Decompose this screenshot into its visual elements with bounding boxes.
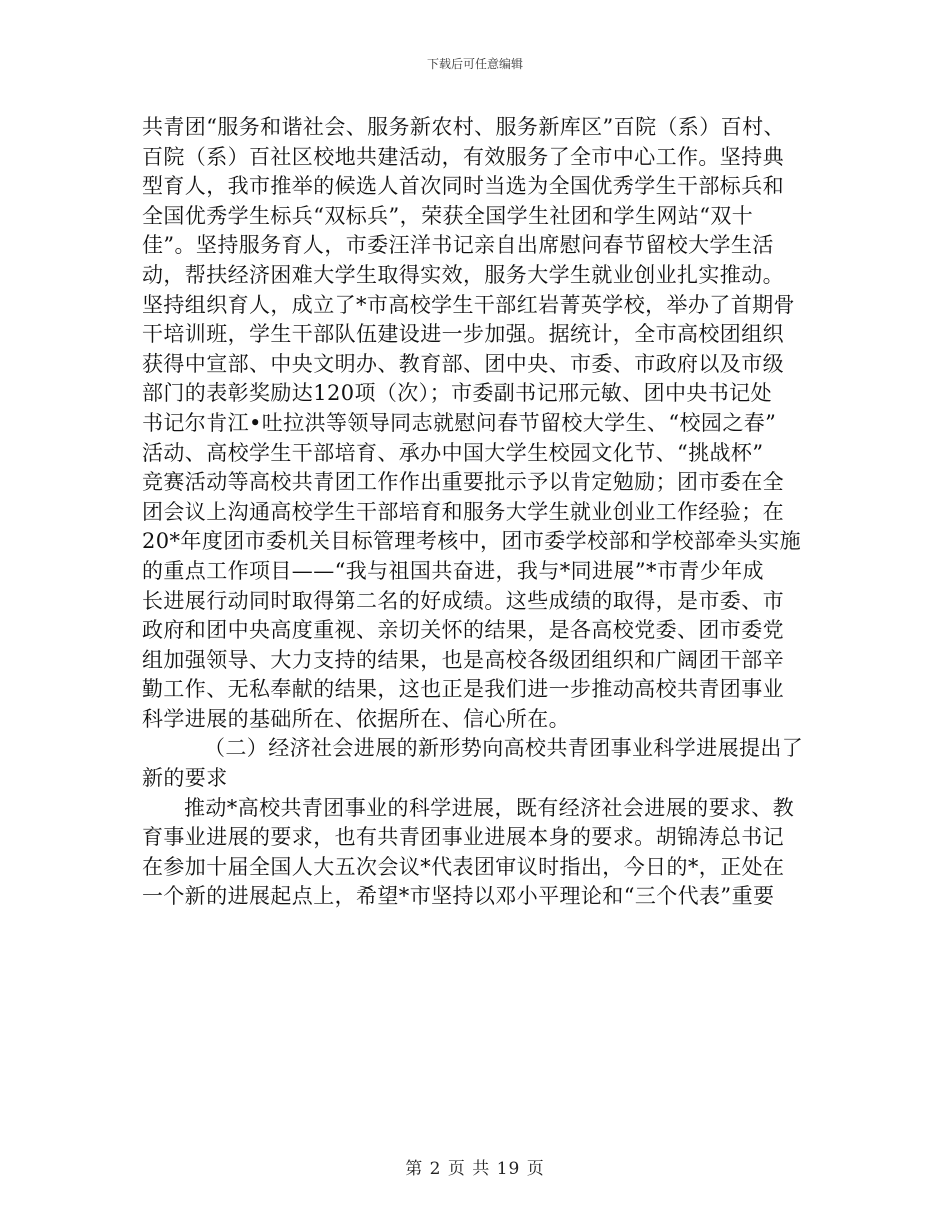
paragraph-line: 百院（系）百社区校地共建活动，有效服务了全市中心工作。坚持典: [142, 144, 784, 169]
paragraph-line: 推动*高校共青团事业的科学进展，既有经济社会进展的要求、教: [184, 795, 795, 820]
paragraph-line: 团会议上沟通高校学生干部培育和服务大学生就业创业工作经验；在: [142, 499, 784, 524]
paragraph-line: 获得中宣部、中央文明办、教育部、团中央、市委、市政府以及市级: [142, 351, 784, 376]
paragraph-line: 动，帮扶经济困难大学生取得实效，服务大学生就业创业扎实推动。: [142, 262, 784, 287]
paragraph-line: 一个新的进展起点上，希望*市坚持以邓小平理论和“三个代表”重要: [142, 884, 775, 909]
paragraph-line: 部门的表彰奖励达120项（次）；市委副书记邢元敏、团中央书记处: [142, 381, 772, 406]
paragraph-line: 政府和团中央高度重视、亲切关怀的结果，是各高校党委、团市委党: [142, 618, 784, 643]
page-number: 第 2 页 共 19 页: [405, 1159, 545, 1179]
paragraph-line: 共青团“服务和谐社会、服务新农村、服务新库区”百院（系）百村、: [142, 115, 785, 139]
paragraph-line: 干培训班，学生干部队伍建设进一步加强。据统计，全市高校团组织: [142, 322, 784, 347]
paragraph-line: 书记尔肯江•吐拉洪等领导同志就慰问春节留校大学生、“校园之春”: [142, 410, 777, 435]
paragraph-line: 在参加十届全国人大五次会议*代表团审议时指出，今日的*，正处在: [142, 854, 785, 879]
paragraph-line: 全国优秀学生标兵“双标兵”，荣获全国学生社团和学生网站“双十: [142, 203, 754, 228]
paragraph-line: 20*年度团市委机关目标管理考核中，团市委学校部和学校部牵头实施: [142, 529, 802, 554]
section-heading-continued: 新的要求: [142, 766, 228, 791]
page-header: 下载后可任意编辑: [426, 57, 523, 71]
paragraph-line: 勤工作、无私奉献的结果，这也正是我们进一步推动高校共青团事业: [142, 677, 784, 702]
section-heading: （二）经济社会进展的新形势向高校共青团事业科学进展提出了: [204, 736, 804, 761]
paragraph-line: 型育人，我市推举的候选人首次同时当选为全国优秀学生干部标兵和: [142, 174, 784, 199]
paragraph-line: 的重点工作项目——“我与祖国共奋进，我与*同进展”*市青少年成: [142, 558, 764, 583]
paragraph-line: 佳”。坚持服务育人，市委汪洋书记亲自出席慰问春节留校大学生活: [142, 233, 774, 258]
paragraph-line: 活动、高校学生干部培育、承办中国大学生校园文化节、“挑战杯”: [142, 440, 764, 465]
paragraph-line: 科学进展的基础所在、依据所在、信心所在。: [142, 706, 570, 731]
document-body: [142, 113, 808, 912]
paragraph-line: 组加强领导、大力支持的结果，也是高校各级团组织和广阔团干部辛: [142, 647, 784, 672]
paragraph-line: 育事业进展的要求，也有共青团事业进展本身的要求。胡锦涛总书记: [142, 825, 784, 850]
paragraph-line: 竞赛活动等高校共青团工作作出重要批示予以肯定勉励；团市委在全: [142, 470, 784, 495]
paragraph-line: 长进展行动同时取得第二名的好成绩。这些成绩的取得，是市委、市: [142, 588, 784, 613]
paragraph-line: 坚持组织育人，成立了*市高校学生干部红岩菁英学校，举办了首期骨: [142, 292, 795, 317]
